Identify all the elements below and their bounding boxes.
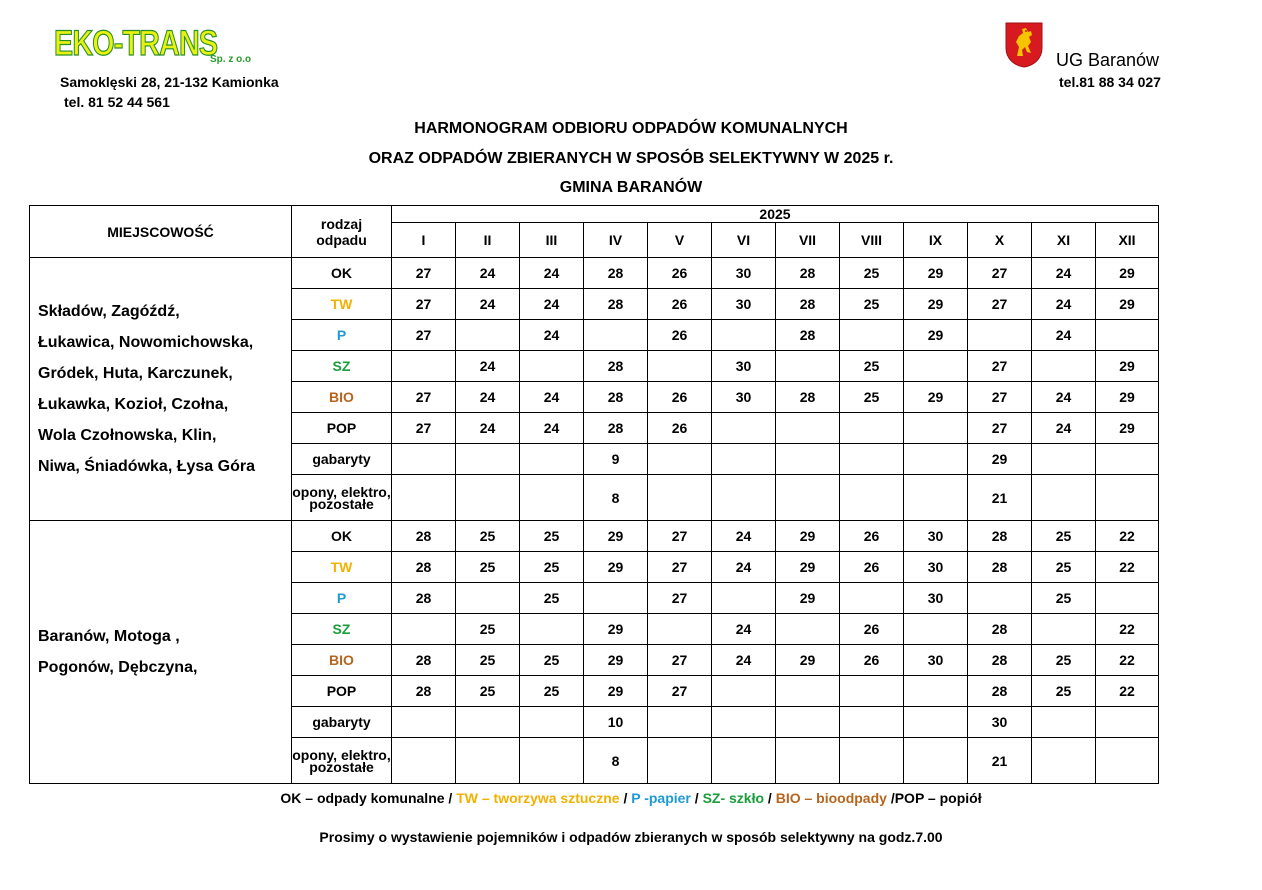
date-cell: 28 [584,351,648,382]
date-cell [712,444,776,475]
date-cell: 22 [1096,614,1159,645]
date-cell [712,676,776,707]
date-cell: 27 [648,521,712,552]
date-cell: 28 [776,320,840,351]
waste-type-cell: TW [292,289,392,320]
date-cell: 22 [1096,645,1159,676]
date-cell: 30 [904,552,968,583]
location-name: Łukawica, Nowomichowska, [38,334,254,351]
waste-type-cell: SZ [292,614,392,645]
date-cell [520,738,584,784]
date-cell [1096,320,1159,351]
date-cell [712,707,776,738]
date-cell: 28 [584,289,648,320]
date-cell: 27 [392,413,456,444]
date-cell: 25 [1032,521,1096,552]
date-cell: 30 [968,707,1032,738]
date-cell [648,707,712,738]
legend-separator: / [619,790,632,806]
date-cell: 27 [968,258,1032,289]
legend-tw: TW – tworzywa sztuczne [452,790,620,806]
date-cell: 27 [648,645,712,676]
date-cell: 30 [904,521,968,552]
date-cell: 8 [584,738,648,784]
date-cell: 26 [648,258,712,289]
month-header: VII [776,223,840,258]
date-cell [968,320,1032,351]
date-cell: 24 [520,289,584,320]
date-cell [1032,444,1096,475]
date-cell: 28 [392,645,456,676]
date-cell [520,614,584,645]
date-cell: 25 [520,645,584,676]
date-cell: 25 [456,552,520,583]
date-cell: 25 [1032,583,1096,614]
date-cell [904,614,968,645]
date-cell [712,738,776,784]
date-cell: 26 [648,289,712,320]
date-cell: 25 [456,614,520,645]
date-cell: 8 [584,475,648,521]
location-cell [30,521,292,784]
date-cell [840,738,904,784]
date-cell: 27 [648,676,712,707]
date-cell: 28 [584,382,648,413]
date-cell [1096,707,1159,738]
date-cell [968,583,1032,614]
month-header: IX [904,223,968,258]
legend-separator: / [764,790,776,806]
date-cell: 29 [584,614,648,645]
header-waste-type [292,206,392,258]
date-cell: 27 [968,413,1032,444]
date-cell: 28 [776,382,840,413]
date-cell [1096,738,1159,784]
date-cell: 10 [584,707,648,738]
legend-ok: OK – odpady komunalne / [280,790,453,806]
date-cell [648,614,712,645]
waste-type-cell: P [292,583,392,614]
date-cell [1032,707,1096,738]
date-cell: 28 [968,521,1032,552]
date-cell: 28 [968,614,1032,645]
date-cell [456,320,520,351]
date-cell: 25 [520,676,584,707]
date-cell: 24 [1032,289,1096,320]
date-cell: 27 [648,552,712,583]
location-name: Baranów, Motoga , [38,628,180,645]
date-cell: 26 [840,614,904,645]
date-cell: 29 [776,645,840,676]
date-cell [712,320,776,351]
waste-type-cell: POP [292,413,392,444]
date-cell: 28 [584,258,648,289]
waste-type-cell: gabaryty [292,707,392,738]
location-name: Wola Czołnowska, Klin, [38,427,217,444]
gmina-name: UG Baranów [1056,50,1160,70]
date-cell: 28 [392,676,456,707]
date-cell: 28 [776,258,840,289]
date-cell [456,475,520,521]
date-cell: 24 [712,552,776,583]
date-cell: 25 [456,676,520,707]
date-cell: 29 [1096,258,1159,289]
date-cell [456,444,520,475]
date-cell [776,351,840,382]
location-cell [30,258,292,521]
location-name: Składów, Zagóźdź, [38,303,180,320]
legend-bio: BIO – bioodpady [775,790,887,806]
date-cell [648,475,712,521]
waste-type-cell: OK [292,258,392,289]
date-cell: 28 [392,552,456,583]
date-cell: 30 [904,583,968,614]
date-cell: 26 [648,413,712,444]
date-cell: 24 [712,614,776,645]
date-cell [648,738,712,784]
month-header: XII [1096,223,1159,258]
date-cell: 29 [776,552,840,583]
date-cell [392,475,456,521]
date-cell [904,738,968,784]
date-cell: 29 [1096,351,1159,382]
date-cell: 28 [968,552,1032,583]
date-cell: 24 [712,645,776,676]
header-year: 2025 [392,206,1159,223]
date-cell [776,614,840,645]
date-cell: 28 [968,676,1032,707]
document-title-line-3: GMINA BARANÓW [559,179,703,196]
month-header: II [456,223,520,258]
date-cell: 25 [840,289,904,320]
month-header: IV [584,223,648,258]
date-cell: 28 [392,583,456,614]
legend-pop: /POP – popiół [886,790,982,806]
waste-type-cell: opony, elektro, pozostałe [292,475,392,521]
date-cell [776,475,840,521]
coat-of-arms-icon [1005,22,1043,68]
date-cell: 25 [456,521,520,552]
date-cell [776,444,840,475]
date-cell: 29 [584,552,648,583]
date-cell [712,475,776,521]
date-cell: 29 [1096,413,1159,444]
date-cell: 25 [1032,552,1096,583]
header-location: MIEJSCOWOŚĆ [30,206,292,258]
date-cell: 25 [840,258,904,289]
date-cell: 26 [648,382,712,413]
month-header: V [648,223,712,258]
location-name: Pogonów, Dębczyna, [38,659,198,676]
document-title-line-2: ORAZ ODPADÓW ZBIERANYCH W SPOSÓB SELEKTYWNY W 2025 r. [368,150,894,167]
waste-type-cell: TW [292,552,392,583]
date-cell [584,320,648,351]
date-cell [456,707,520,738]
date-cell [1032,351,1096,382]
date-cell [904,413,968,444]
date-cell: 24 [520,320,584,351]
location-name: Łukawka, Kozioł, Czołna, [38,396,229,413]
date-cell [1096,475,1159,521]
table-row [30,521,1159,552]
table-row [30,258,1159,289]
date-cell: 30 [712,289,776,320]
date-cell [840,707,904,738]
date-cell [392,738,456,784]
date-cell: 24 [520,413,584,444]
date-cell: 22 [1096,676,1159,707]
date-cell [904,676,968,707]
date-cell: 24 [456,382,520,413]
waste-type-cell: opony, elektro, pozostałe [292,738,392,784]
date-cell [392,351,456,382]
date-cell [456,738,520,784]
month-header: III [520,223,584,258]
date-cell: 29 [584,521,648,552]
date-cell: 25 [1032,645,1096,676]
date-cell: 29 [1096,289,1159,320]
date-cell: 27 [968,382,1032,413]
date-cell [520,475,584,521]
location-name: Gródek, Huta, Karczunek, [38,365,233,382]
month-header: I [392,223,456,258]
collection-time-note: Prosimy o wystawienie pojemników i odpadów zbieranych w sposób selektywny na godz.7.00 [319,829,943,845]
date-cell: 25 [520,583,584,614]
date-cell: 25 [520,552,584,583]
month-header: XI [1032,223,1096,258]
date-cell: 24 [1032,258,1096,289]
date-cell [840,413,904,444]
month-header: VI [712,223,776,258]
date-cell: 27 [968,351,1032,382]
date-cell [1096,583,1159,614]
date-cell [904,351,968,382]
date-cell: 26 [840,552,904,583]
date-cell [1032,738,1096,784]
waste-type-cell: BIO [292,645,392,676]
date-cell: 24 [712,521,776,552]
date-cell: 28 [968,645,1032,676]
date-cell: 29 [776,583,840,614]
date-cell: 28 [776,289,840,320]
date-cell [840,583,904,614]
date-cell [1032,614,1096,645]
date-cell: 29 [776,521,840,552]
waste-type-cell: P [292,320,392,351]
date-cell [520,444,584,475]
date-cell [776,738,840,784]
date-cell: 29 [968,444,1032,475]
date-cell [904,707,968,738]
date-cell: 29 [904,289,968,320]
date-cell: 25 [456,645,520,676]
waste-type-cell: POP [292,676,392,707]
date-cell: 24 [1032,413,1096,444]
header-waste-type-line-1: rodzaj [320,215,363,232]
date-cell: 29 [584,645,648,676]
date-cell [904,444,968,475]
date-cell [1032,475,1096,521]
logo-subtitle: Sp. z o.o [210,54,252,65]
date-cell: 24 [456,413,520,444]
legend [0,790,1262,806]
date-cell [392,707,456,738]
date-cell [584,583,648,614]
date-cell: 27 [968,289,1032,320]
date-cell: 26 [840,645,904,676]
date-cell: 26 [840,521,904,552]
date-cell: 24 [1032,382,1096,413]
waste-type-cell: OK [292,521,392,552]
date-cell [1096,444,1159,475]
date-cell [456,583,520,614]
header-waste-type-line-2: odpadu [316,231,367,248]
date-cell: 26 [648,320,712,351]
waste-type-cell: BIO [292,382,392,413]
date-cell [648,351,712,382]
date-cell [776,413,840,444]
date-cell: 27 [392,320,456,351]
schedule-table [29,205,1159,784]
date-cell: 24 [520,258,584,289]
date-cell [840,676,904,707]
date-cell [392,614,456,645]
date-cell [840,475,904,521]
waste-type-cell: gabaryty [292,444,392,475]
date-cell: 22 [1096,552,1159,583]
date-cell: 25 [520,521,584,552]
legend-sz: SZ- szkło [702,790,765,806]
date-cell: 24 [456,351,520,382]
date-cell: 25 [840,351,904,382]
date-cell [840,320,904,351]
date-cell: 29 [904,382,968,413]
legend-p: P -papier [631,790,691,806]
legend-separator: / [690,790,703,806]
date-cell: 24 [456,258,520,289]
date-cell: 21 [968,475,1032,521]
date-cell: 27 [392,289,456,320]
date-cell: 27 [648,583,712,614]
date-cell: 9 [584,444,648,475]
month-header: VIII [840,223,904,258]
date-cell [392,444,456,475]
date-cell: 29 [1096,382,1159,413]
date-cell [712,413,776,444]
date-cell: 27 [392,382,456,413]
logo-text: EKO-TRANS [54,24,218,63]
date-cell [776,707,840,738]
date-cell: 25 [840,382,904,413]
date-cell: 30 [712,382,776,413]
date-cell: 30 [712,351,776,382]
date-cell [520,351,584,382]
date-cell: 28 [584,413,648,444]
date-cell: 24 [1032,320,1096,351]
date-cell [648,444,712,475]
date-cell: 24 [456,289,520,320]
date-cell: 29 [904,258,968,289]
header-row-year [30,206,1159,223]
eko-trans-logo [54,24,264,70]
document-title-line-1: HARMONOGRAM ODBIORU ODPADÓW KOMUNALNYCH [414,120,848,137]
date-cell: 22 [1096,521,1159,552]
gmina-phone: tel.81 88 34 027 [1059,74,1161,90]
location-name: Niwa, Śniadówka, Łysa Góra [38,458,255,475]
date-cell: 21 [968,738,1032,784]
date-cell [840,444,904,475]
date-cell [520,707,584,738]
date-cell [904,475,968,521]
date-cell: 29 [904,320,968,351]
date-cell: 28 [392,521,456,552]
date-cell: 25 [1032,676,1096,707]
date-cell: 29 [584,676,648,707]
waste-type-cell: SZ [292,351,392,382]
date-cell: 24 [520,382,584,413]
date-cell [712,583,776,614]
date-cell: 27 [392,258,456,289]
month-header: X [968,223,1032,258]
company-address: Samoklęski 28, 21-132 Kamionka [60,74,279,90]
date-cell [776,676,840,707]
company-phone: tel. 81 52 44 561 [64,94,170,110]
date-cell: 30 [904,645,968,676]
date-cell: 30 [712,258,776,289]
